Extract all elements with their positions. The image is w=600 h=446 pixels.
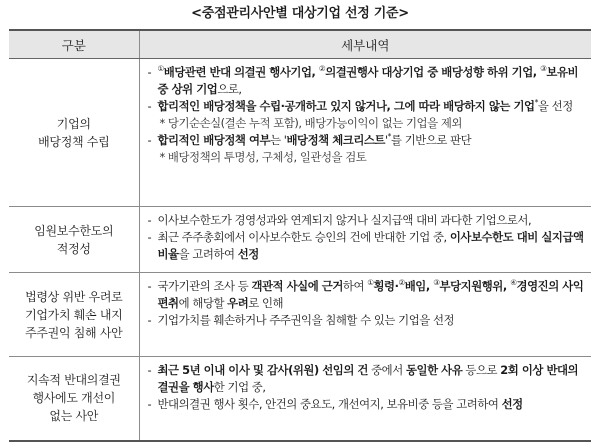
category-label-line: 지속적 반대의결권	[26, 373, 121, 388]
superscript-mark: ①	[157, 64, 164, 74]
bold-text: 배임,	[404, 279, 434, 293]
header-details: 세부내역	[139, 30, 591, 59]
text-run: 국가기관의 조사 등	[157, 279, 252, 293]
bold-text: 선정	[237, 247, 259, 261]
criteria-table	[9, 29, 591, 442]
bold-text: 배당관련 반대 의결권 행사기업,	[163, 65, 319, 79]
text-run: 반대의결권 행사 횟수, 안건의 중요도, 개선여지, 보유비중 등을 고려하여	[157, 397, 502, 411]
dash-bullet-icon: -	[147, 363, 152, 377]
dash-bullet-icon: -	[147, 313, 152, 327]
row-details	[139, 273, 591, 357]
text-run: 를 기반으로 판단	[390, 133, 472, 147]
bullet-item	[148, 229, 586, 263]
superscript-mark: *	[534, 98, 538, 108]
table-row	[9, 207, 591, 273]
category-label-line: 주주권익 침해 사안	[25, 325, 123, 340]
bullet-item	[148, 362, 586, 396]
header-category: 구분	[9, 30, 139, 59]
table-row	[9, 273, 591, 357]
bold-text: 최근 5년 이내 이사 및 감사(위원) 선임의 건	[157, 363, 368, 377]
dash-bullet-icon: -	[147, 279, 152, 293]
row-details	[139, 357, 591, 441]
text-run: * 당기순손실(결손 누적 포함), 배당가능이익이 없는 기업을 제외	[159, 116, 462, 130]
text-run: 을 고려하여	[178, 247, 238, 261]
bold-text: 보유비중 상위 기업	[157, 65, 579, 96]
bold-text: 합리적인 배당정책을 수립·공개하고 있지 않거나, 그에 따라 배당하지 않는 기업	[157, 99, 535, 113]
category-label-line: 기업가치 훼손 내지	[25, 307, 123, 322]
bold-text: 동일한 사유	[405, 363, 463, 377]
category-label-line: 없는 사안	[49, 409, 99, 424]
bullet-item	[148, 132, 586, 149]
category-label-line: 행사에도 개선이	[32, 391, 116, 406]
category-label-line: 배당정책 수립	[38, 134, 110, 149]
table-row	[9, 59, 591, 207]
superscript-mark: ④	[510, 278, 517, 288]
bold-text: 횡령·	[373, 279, 399, 293]
row-category	[9, 207, 139, 273]
bold-text: 경영진의 사익편취	[157, 279, 584, 310]
footnote	[148, 115, 586, 132]
text-run: 등으로	[462, 363, 501, 377]
superscript-mark: ③	[540, 64, 547, 74]
text-run: * 배당정책의 투명성, 구체성, 일관성을 검토	[159, 150, 367, 164]
row-details	[139, 207, 591, 273]
text-run: 최근 주주총회에서 이사보수한도 승인의 건에 반대한 기업 중,	[157, 230, 450, 244]
bold-text: 우려	[227, 296, 249, 310]
bullet-item	[148, 98, 586, 115]
text-run: 으로,	[217, 82, 242, 96]
dash-bullet-icon: -	[147, 213, 152, 227]
bold-text: 의결권행사 대상기업 중 배당성향 하위 기업,	[325, 65, 541, 79]
bold-text: 객관적 사실에 근거	[251, 279, 343, 293]
text-run: '	[384, 133, 388, 147]
superscript-mark: *	[387, 132, 391, 142]
dash-bullet-icon: -	[147, 65, 152, 79]
dash-bullet-icon: -	[147, 230, 152, 244]
superscript-mark: ①	[367, 278, 374, 288]
superscript-mark: ②	[318, 64, 326, 74]
text-run: 을 선정	[537, 99, 573, 113]
bold-text: 배당정책 체크리스트	[286, 133, 385, 147]
superscript-mark: ③	[433, 278, 440, 288]
table-header-row	[9, 30, 591, 59]
text-run: 기업가치를 훼손하거나 주주권익을 침해할 수 있는 기업을 선정	[157, 313, 455, 327]
text-run: 중에서	[367, 363, 406, 377]
category-label-line: 법령상 위반 우려로	[25, 289, 123, 304]
bold-text: 부당지원행위,	[439, 279, 511, 293]
row-category	[9, 59, 139, 207]
bullet-item	[148, 278, 586, 312]
category-label-line: 적정성	[56, 241, 91, 256]
row-category	[9, 273, 139, 357]
bold-text: 이사보수한도 대비 실지급액 비율	[157, 230, 584, 261]
dash-bullet-icon: -	[147, 397, 152, 411]
row-details	[139, 59, 591, 207]
category-label-line: 기업의	[56, 116, 91, 131]
text-run: 하여	[342, 279, 368, 293]
table-row	[9, 357, 591, 441]
bold-text: 선정	[501, 397, 523, 411]
text-run: 에 해당할	[178, 296, 228, 310]
dash-bullet-icon: -	[147, 99, 152, 113]
text-run: 로 인해	[248, 296, 284, 310]
bold-text: 2회 이상 반대의결권을 행사	[157, 363, 579, 394]
bullet-item	[148, 64, 586, 98]
text-run: 한 기업 중,	[213, 380, 266, 394]
row-category	[9, 357, 139, 441]
text-run: 는 '	[270, 133, 287, 147]
bullet-item	[148, 212, 586, 229]
superscript-mark: ②	[398, 278, 405, 288]
category-label-line: 임원보수한도의	[34, 223, 114, 238]
bullet-item	[148, 396, 586, 413]
dash-bullet-icon: -	[147, 133, 152, 147]
bullet-item	[148, 312, 586, 329]
bold-text: 합리적인 배당정책 여부	[157, 133, 271, 147]
footnote	[148, 149, 586, 166]
text-run: 이사보수한도가 경영성과와 연계되지 않거나 실지급액 대비 과다한 기업으로서,	[157, 213, 532, 227]
document-title: <중점관리사안별 대상기업 선정 기준>	[191, 6, 409, 21]
